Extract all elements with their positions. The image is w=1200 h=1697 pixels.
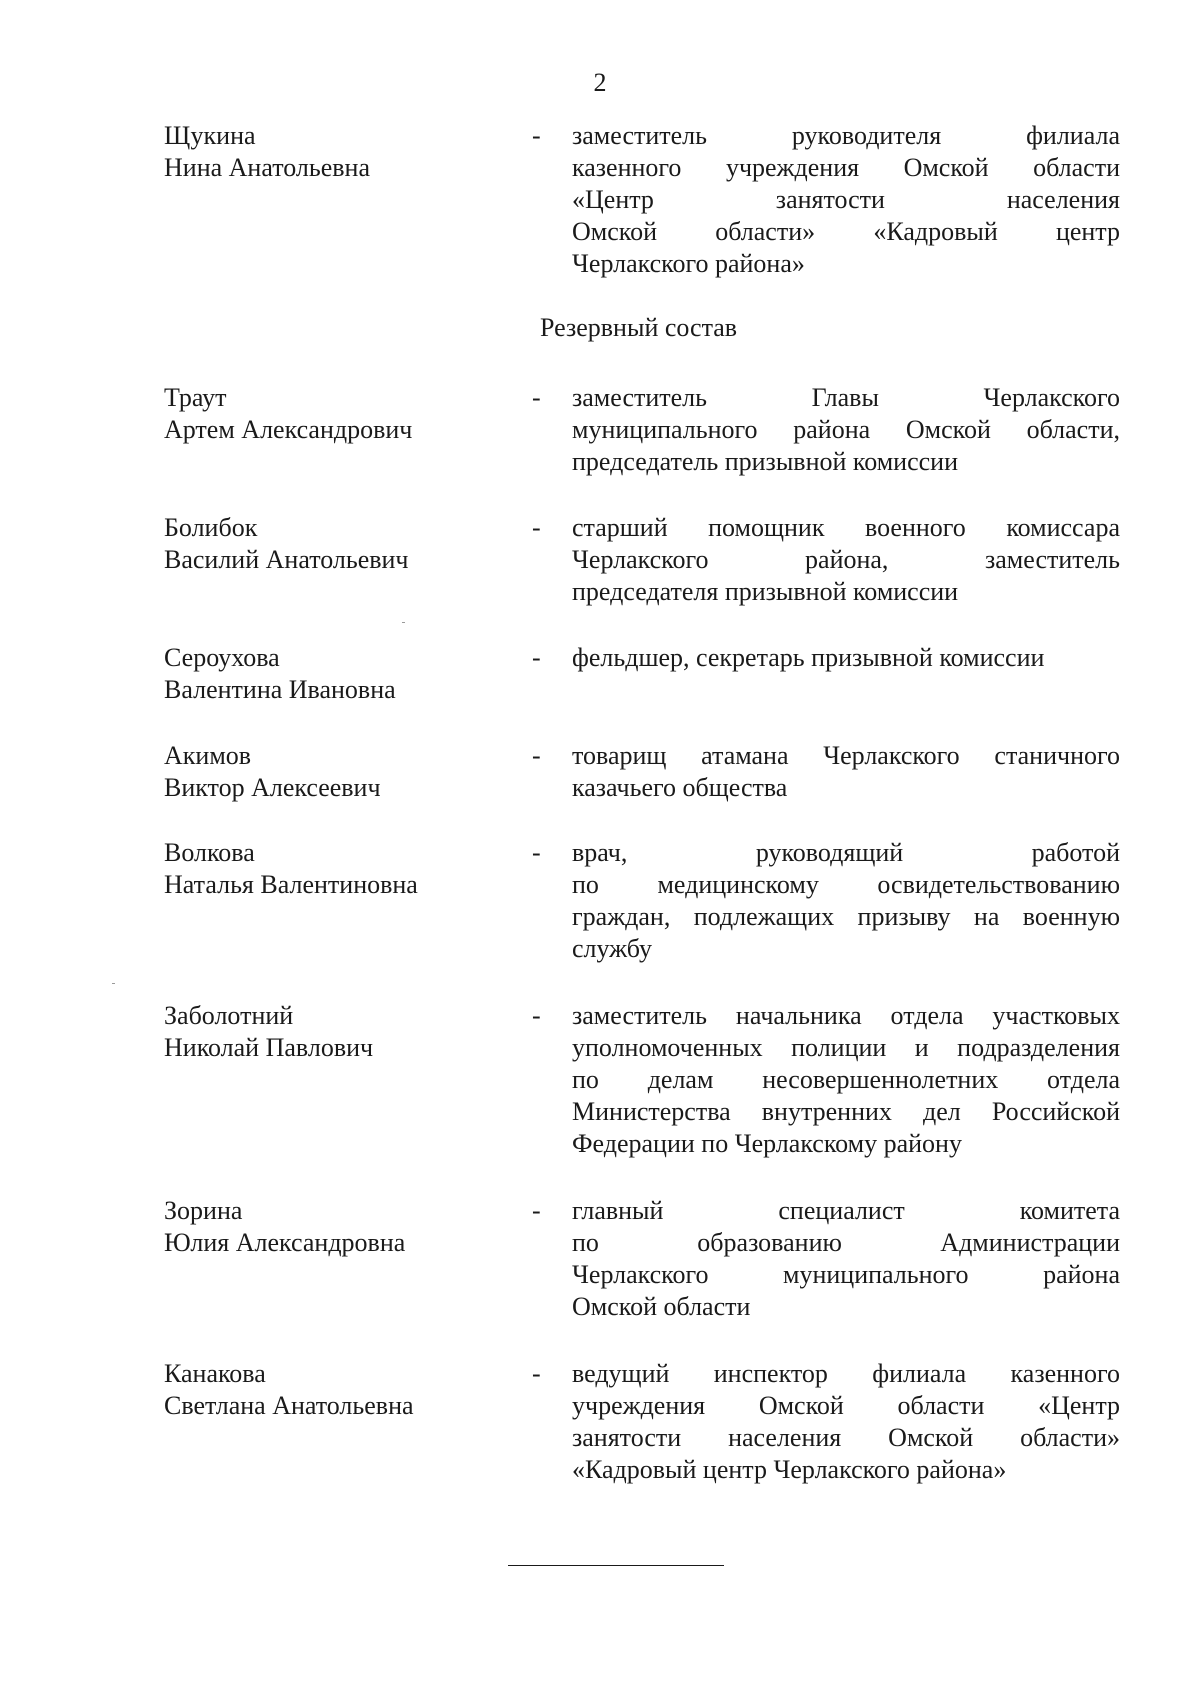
role-line: Омской области <box>572 1292 751 1321</box>
role-line: граждан, подлежащих призыву на военную <box>572 902 1120 931</box>
role-line: заместитель начальника отдела участковых <box>572 1001 1120 1030</box>
role-line: по делам несовершеннолетних отдела <box>572 1065 1120 1094</box>
member-surname: Болибок <box>164 513 258 542</box>
scan-speck <box>112 983 115 984</box>
member-given-names: Николай Павлович <box>164 1033 374 1062</box>
role-line: товарищ атамана Черлакского станичного <box>572 741 1120 770</box>
member-surname: Щукина <box>164 121 256 150</box>
role-line: главный специалист комитета <box>572 1196 1120 1225</box>
scan-speck <box>402 622 405 623</box>
end-of-list-rule <box>508 1565 724 1566</box>
role-line: «Кадровый центр Черлакского района» <box>572 1455 1007 1484</box>
role-line: Омской области» «Кадровый центр <box>572 217 1120 246</box>
role-line: занятости населения Омской области» <box>572 1423 1120 1452</box>
member-given-names: Виктор Алексеевич <box>164 773 381 802</box>
member-given-names: Светлана Анатольевна <box>164 1391 414 1420</box>
member-name <box>164 837 504 901</box>
member-surname: Канакова <box>164 1359 266 1388</box>
role-line: казачьего общества <box>572 773 788 802</box>
member-role <box>572 1358 1120 1486</box>
member-given-names: Василий Анатольевич <box>164 545 409 574</box>
role-line: врач, руководящий работой <box>572 838 1120 867</box>
member-name <box>164 120 504 184</box>
member-name <box>164 740 504 804</box>
dash-separator: - <box>532 1196 541 1225</box>
role-line: по медицинскому освидетельствованию <box>572 870 1120 899</box>
role-line: Черлакского района, заместитель <box>572 545 1120 574</box>
member-given-names: Валентина Ивановна <box>164 675 396 704</box>
member-given-names: Артем Александрович <box>164 415 413 444</box>
role-line: заместитель Главы Черлакского <box>572 383 1120 412</box>
dash-separator: - <box>532 383 541 412</box>
dash-separator: - <box>532 1001 541 1030</box>
role-line: ведущий инспектор филиала казенного <box>572 1359 1120 1388</box>
member-role <box>572 512 1120 608</box>
member-surname: Зорина <box>164 1196 243 1225</box>
role-line: Черлакского муниципального района <box>572 1260 1120 1289</box>
section-title: Резервный состав <box>540 313 738 342</box>
role-line: председатель призывной комиссии <box>572 447 958 476</box>
role-line: Министерства внутренних дел Российской <box>572 1097 1120 1126</box>
dash-separator: - <box>532 838 541 867</box>
dash-separator: - <box>532 121 541 150</box>
role-line: фельдшер, секретарь призывной комиссии <box>572 643 1045 672</box>
dash-separator: - <box>532 741 541 770</box>
member-role <box>572 120 1120 280</box>
member-role <box>572 740 1120 804</box>
role-line: казенного учреждения Омской области <box>572 153 1120 182</box>
role-line: Федерации по Черлакскому району <box>572 1129 962 1158</box>
member-name <box>164 512 504 576</box>
member-given-names: Нина Анатольевна <box>164 153 370 182</box>
member-role <box>572 1195 1120 1323</box>
member-surname: Траут <box>164 383 227 412</box>
member-role <box>572 1000 1120 1160</box>
member-name <box>164 642 504 706</box>
role-line: службу <box>572 934 653 963</box>
role-line: старший помощник военного комиссара <box>572 513 1120 542</box>
role-line: муниципального района Омской области, <box>572 415 1120 444</box>
page-number: 2 <box>593 68 607 97</box>
member-name <box>164 1358 504 1422</box>
role-line: заместитель руководителя филиала <box>572 121 1120 150</box>
role-line: Черлакского района» <box>572 249 805 278</box>
member-name <box>164 382 504 446</box>
member-surname: Акимов <box>164 741 252 770</box>
dash-separator: - <box>532 1359 541 1388</box>
member-given-names: Наталья Валентиновна <box>164 870 418 899</box>
role-line: по образованию Администрации <box>572 1228 1120 1257</box>
role-line: уполномоченных полиции и подразделения <box>572 1033 1120 1062</box>
dash-separator: - <box>532 513 541 542</box>
member-surname: Заболотний <box>164 1001 294 1030</box>
member-name <box>164 1000 504 1064</box>
member-name <box>164 1195 504 1259</box>
member-given-names: Юлия Александровна <box>164 1228 406 1257</box>
member-role <box>572 382 1120 478</box>
member-role <box>572 837 1120 965</box>
member-surname: Волкова <box>164 838 255 867</box>
member-surname: Сероухова <box>164 643 280 672</box>
role-line: «Центр занятости населения <box>572 185 1120 214</box>
role-line: председателя призывной комиссии <box>572 577 959 606</box>
member-role <box>572 642 1120 674</box>
dash-separator: - <box>532 643 541 672</box>
role-line: учреждения Омской области «Центр <box>572 1391 1120 1420</box>
